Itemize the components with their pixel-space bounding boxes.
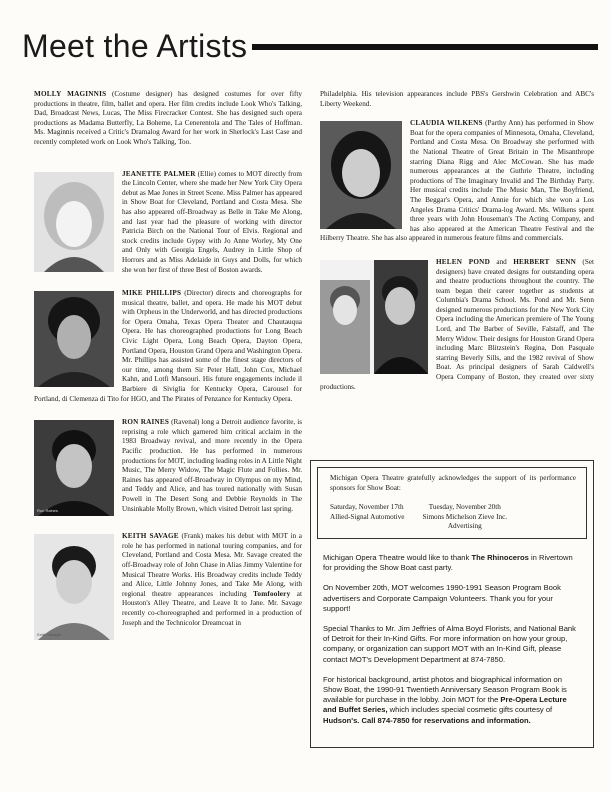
bio-molly-maginnis <box>34 90 302 148</box>
notice-in-kind-gifts: Special Thanks to Mr. Jim Jeffries of Alma Boyd Florists, and National Bank of Detroit for their In-Kind Gifts. For more information on how your group, company, or organization can support MOT with an In-Kind Gift, please contact MOT's Development Department at 874-7850. <box>323 623 576 664</box>
bio-text: (Set designers) have created designs for outstanding opera and theatre productions throughout the country. The team began their career together as students at Columbia's Drama School. Ms. Pond and Mr. Senn designed numerous productions for the New York City Opera including the American premiere of The Young Lord, and The Barber of Seville, Falstaff, and The Merry Widow. Their designs for Houston Grand Opera including Marc Blitzstein's Regina, Don Pasquale starring Beverly Sills, and the 1982 revival of Show Boat. As principal designers of Sarah Caldwell's Opera Company of Boston, they created over sixty productions. <box>320 257 595 391</box>
bio-bold: Tomfoolery <box>253 589 291 598</box>
artist-name-2: HERBERT SENN <box>513 257 576 266</box>
bio-text: at Houston's Alley Theatre, and Leave It to Jane. Mr. Savage recently co-choreographed and performed in a production of Joseph and the Technicolor Dreamcoat in <box>122 589 302 627</box>
title-rule <box>252 44 598 50</box>
bio-text: (Ravenal) long a Detroit audience favorite, is reprising a role which garnered him critical acclaim in the 1983 Broadway revival, and more recently in the Opera Pacific production. He has performed in numerous productions for MOT, including leading roles in A Little Night Music, The Merry Widow, The Magic Flute and Follies. Mr. Raines has appeared off-Broadway in Olympus on my Mind, and Teddy and Alice, and has toured nationally with Susan Powell in The Desert Song and Debbie Reynolds in The Unsinkable Molly Brown, which visited Detroit last spring. <box>122 418 302 513</box>
bio-pond-senn <box>320 258 594 392</box>
artist-name: KEITH SAVAGE <box>122 532 179 541</box>
bio-continued: Philadelphia. His television appearances include PBS's Gershwin Celebration and ABC's Liberty Weekend. <box>320 90 594 108</box>
notice-advertisers: On November 20th, MOT welcomes 1990-1991 Season Program Book advertisers and Corporate Campaign Volunteers. Thank you for your support! <box>323 583 561 613</box>
photo-pond-senn <box>320 260 428 374</box>
photo-claudia-wilkens <box>320 121 402 229</box>
bio-mike-phillips <box>34 289 302 404</box>
bio-claudia-wilkens <box>320 119 594 244</box>
photo-credit: Ron Raines <box>37 508 58 514</box>
bio-ron-raines <box>34 418 302 514</box>
left-column <box>34 90 302 642</box>
bio-keith-savage <box>34 532 302 638</box>
photo-credit: Keith Savage <box>37 632 61 638</box>
photo-mike-phillips <box>34 291 114 387</box>
photo-jeanette-palmer <box>34 172 114 272</box>
artist-name: JEANETTE PALMER <box>122 169 196 178</box>
bio-jeanette-palmer <box>34 170 302 276</box>
sponsor-col-2: Tuesday, November 20th Simons Michelson Zieve Inc. Advertising <box>422 503 508 531</box>
bio-text: (Parthy Ann) has performed in Show Boat for the opera companies of Minnesota, Omaha, Cleveland, Portland and Costa Mesa. On Broadway she performed with the National Theatre of Great Britain in The Misanthrope starring Diana Rigg and Alec McCowan. She has made numerous appearances at the Guthrie Theatre, including productions of The Imaginary Invalid and The Birthday Party. Her musical credits include The Music Man, The Boyfriend, The Beggar's Opera, and Annie for which she won a Los Angeles Drama Critics' Drama-log Award. Ms. Wilkens spent three years with John Houseman's The Acting Company, and has also appeared at the American Theatre Festival and the Hilberry Theatre. She has also appeared in numerous feature films and commercials. <box>320 119 594 243</box>
sponsor-intro: Michigan Opera Theatre gratefully acknowledges the support of its performance sponsors for Show Boat: <box>330 474 576 492</box>
notices-box <box>310 460 594 748</box>
artist-name: CLAUDIA WILKENS <box>410 119 483 128</box>
artist-name: RON RAINES <box>122 418 170 427</box>
bio-text: and <box>489 257 514 266</box>
notice-program-book: For historical background, artist photos and biographical information on Show Boat, the 1990-91 Twentieth Anniversary Season Program Book is available for purchase in the lobby. Join MOT for the Pre-Opera Lecture and Buffet Series, which includes special cosmetic gifts courtesy of Hudson's. Call 874-7850 for reservations and information. <box>323 674 567 725</box>
notice-rhinoceros: Michigan Opera Theatre would like to thank The Rhinoceros in Rivertown for providing the Show Boat cast party. <box>323 552 573 573</box>
bio-text: (Director) directs and choreographs for musical theatre, ballet, and opera. He made his MOT debut with Orpheus in the Underworld, and has directed productions for Opera Omaha, Texas Opera Theater and Chautauqua Opera. He has choreographed productions for Long Beach Civic Light Opera, Long Beach Opera, Dayton Opera, Portland Opera, Houston Grand Opera and Washington Opera. Mr. Phillips has assisted some of the finest stage directors of our time, among them Sir Peter Hall, John Cox, Michael Kahn, and Lotfi Mansouri. His future engagements include il Barbiere di Siviglia for Kentucky Opera, Carousel for Portland, di Clemenza di Tito for HGO, and The Pirates of Penzance for Kentucky Opera. <box>34 289 302 403</box>
bio-text: (Frank) makes his debut with MOT in a role he has performed in national touring companies, and for Cleveland, Portland and Costa Mesa. Mr. Savage created the off-Broadway role of John Chase in Alias Jimmy Valentine for Musical Theatre Works. His Broadway credits include Teddy and Alice, Little Johnny Jones, and Take Me Along, with regional theatre appearances including <box>122 532 302 598</box>
right-column <box>320 90 594 392</box>
artist-name: HELEN POND <box>436 257 490 266</box>
sponsor-box <box>317 467 587 539</box>
sponsor-col-1: Saturday, November 17th Allied-Signal Automotive <box>330 503 405 521</box>
photo-ron-raines <box>34 420 114 516</box>
artist-name: MOLLY MAGINNIS <box>34 90 107 98</box>
sponsor-list <box>330 503 576 532</box>
artist-name: MIKE PHILLIPS <box>122 289 182 298</box>
page-title: Meet the Artists <box>22 28 248 64</box>
bio-text: (Ellie) comes to MOT directly from the Lincoln Center, where she made her New York City Opera debut as Mae Jones in Street Scene. Miss Palmer has appeared in Show Boat for Cleveland, Portland and Costa Mesa. She has also appeared off-Broadway as Belle in Take Me Along, and last year had the pleasure of working with director Patricia Birch on the National Tour of Elvis. Regional and stock credits include Gypsy with Jo Anne Worley, My One and Only with Georgia Engels, Audrey in Little Shop of Horrors and as Miss Adelaide in Guys and Dolls, for which she won her first of three Best of Boston awards. <box>122 169 302 274</box>
bio-text: (Costume designer) has designed costumes for over fifty productions in theatre, film, ballet and opera. Her film credits include Look Who's Talking, Dad, Broadcast News, Lucas, The Miss Firecracker Contest. She has designed such opera productions as Madama Butterfly, La Boheme, La Cenerentola and The Tales of Hoffman. Ms. Maginnis received a Critic's Dramalog Award for her work in Sherlock's Last Case and recently completed work on Look Who's Talking, Too. <box>34 90 302 146</box>
photo-keith-savage <box>34 534 114 640</box>
